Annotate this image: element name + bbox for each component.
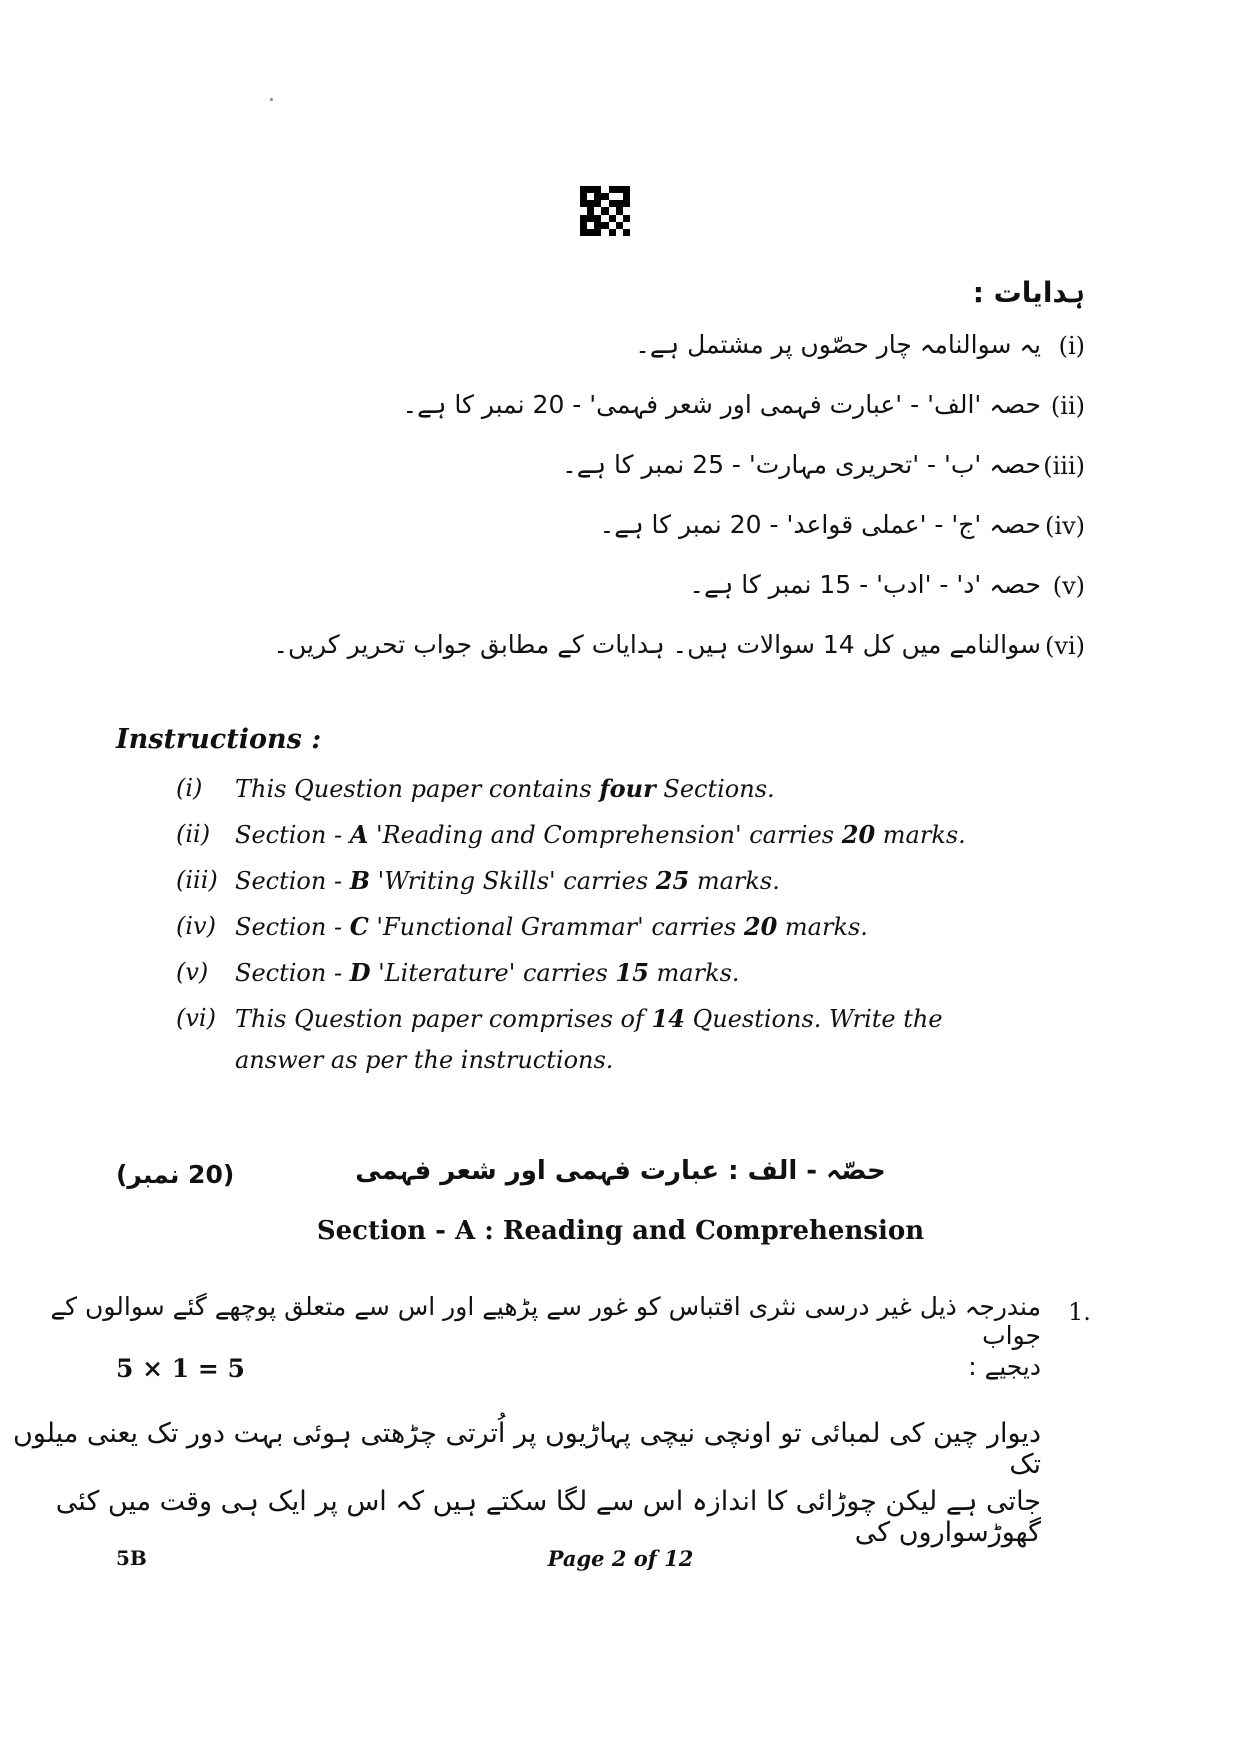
section-a-english-title: Section - A : Reading and Comprehension [316, 1216, 925, 1246]
urdu-item-text: حصہ 'ب' - 'تحریری مہارت' - 25 نمبر کا ہے۔ [562, 450, 1041, 479]
urdu-item-text: حصہ 'ج' - 'عملی قواعد' - 20 نمبر کا ہے۔ [599, 510, 1041, 539]
instruction-text: Section - C 'Functional Grammar' carries 20 marks. [235, 912, 868, 941]
passage-line: دیوار چین کی لمبائی تو اونچی نیچی پہاڑیوں پر اُترتی چڑھتی ہوئی بہت دور تک یعنی میلوں تک [12, 1418, 1041, 1480]
urdu-item-num: (ii) [1050, 392, 1085, 420]
urdu-item-num: (iii) [1043, 452, 1085, 480]
urdu-instructions-heading: ہدایات : [972, 276, 1085, 309]
paper-code: 5B [116, 1546, 147, 1570]
instruction-num: (vi) [176, 1004, 216, 1032]
instruction-num: (iii) [176, 866, 218, 894]
instruction-text: This Question paper comprises of 14 Questions. Write the [235, 1004, 943, 1033]
question-number: 1. [1068, 1298, 1091, 1326]
urdu-item-num: (vi) [1045, 632, 1085, 660]
urdu-item-text: حصہ 'الف' - 'عبارت فہمی اور شعر فہمی' - 20 نمبر کا ہے۔ [402, 390, 1041, 419]
urdu-item-text: یہ سوالنامہ چار حصّوں پر مشتمل ہے۔ [635, 330, 1041, 359]
urdu-item-num: (iv) [1045, 512, 1085, 540]
scan-speck [270, 98, 273, 101]
instruction-text-continued: answer as per the instructions. [235, 1046, 614, 1074]
urdu-item-text: سوالنامے میں کل 14 سوالات ہیں۔ ہدایات کے مطابق جواب تحریر کریں۔ [273, 630, 1041, 659]
question-marks: 5 × 1 = 5 [116, 1354, 245, 1383]
page-number: Page 2 of 12 [547, 1546, 694, 1571]
instruction-num: (iv) [176, 912, 216, 940]
instruction-text: This Question paper contains four Sections. [235, 774, 775, 803]
instruction-text: Section - D 'Literature' carries 15 marks. [235, 958, 740, 987]
urdu-item-text: حصہ 'د' - 'ادب' - 15 نمبر کا ہے۔ [689, 570, 1041, 599]
section-a-urdu-title: حصّہ - الف : عبارت فہمی اور شعر فہمی [355, 1156, 886, 1186]
instructions-heading: Instructions : [116, 724, 322, 755]
urdu-item-num: (i) [1058, 332, 1085, 360]
instruction-text: Section - B 'Writing Skills' carries 25 marks. [235, 866, 780, 895]
urdu-item-num: (v) [1052, 572, 1085, 600]
question-prompt: مندرجہ ذیل غیر درسی نثری اقتباس کو غور سے پڑھیے اور اس سے متعلق پوچھے گئے سوالوں کے جواب [50, 1292, 1041, 1350]
question-prompt-continued: دیجیے : [968, 1352, 1041, 1381]
passage-line: جاتی ہے لیکن چوڑائی کا اندازہ اس سے لگا سکتے ہیں کہ اس پر ایک ہی وقت میں کئی گھوڑسواروں کی [55, 1486, 1041, 1548]
instruction-num: (v) [176, 958, 209, 986]
instruction-text: Section - A 'Reading and Comprehension' carries 20 marks. [235, 820, 966, 849]
instruction-num: (i) [176, 774, 203, 802]
section-a-marks: (20 نمبر) [116, 1160, 235, 1189]
instruction-num: (ii) [176, 820, 211, 848]
qr-code-icon [580, 186, 630, 236]
